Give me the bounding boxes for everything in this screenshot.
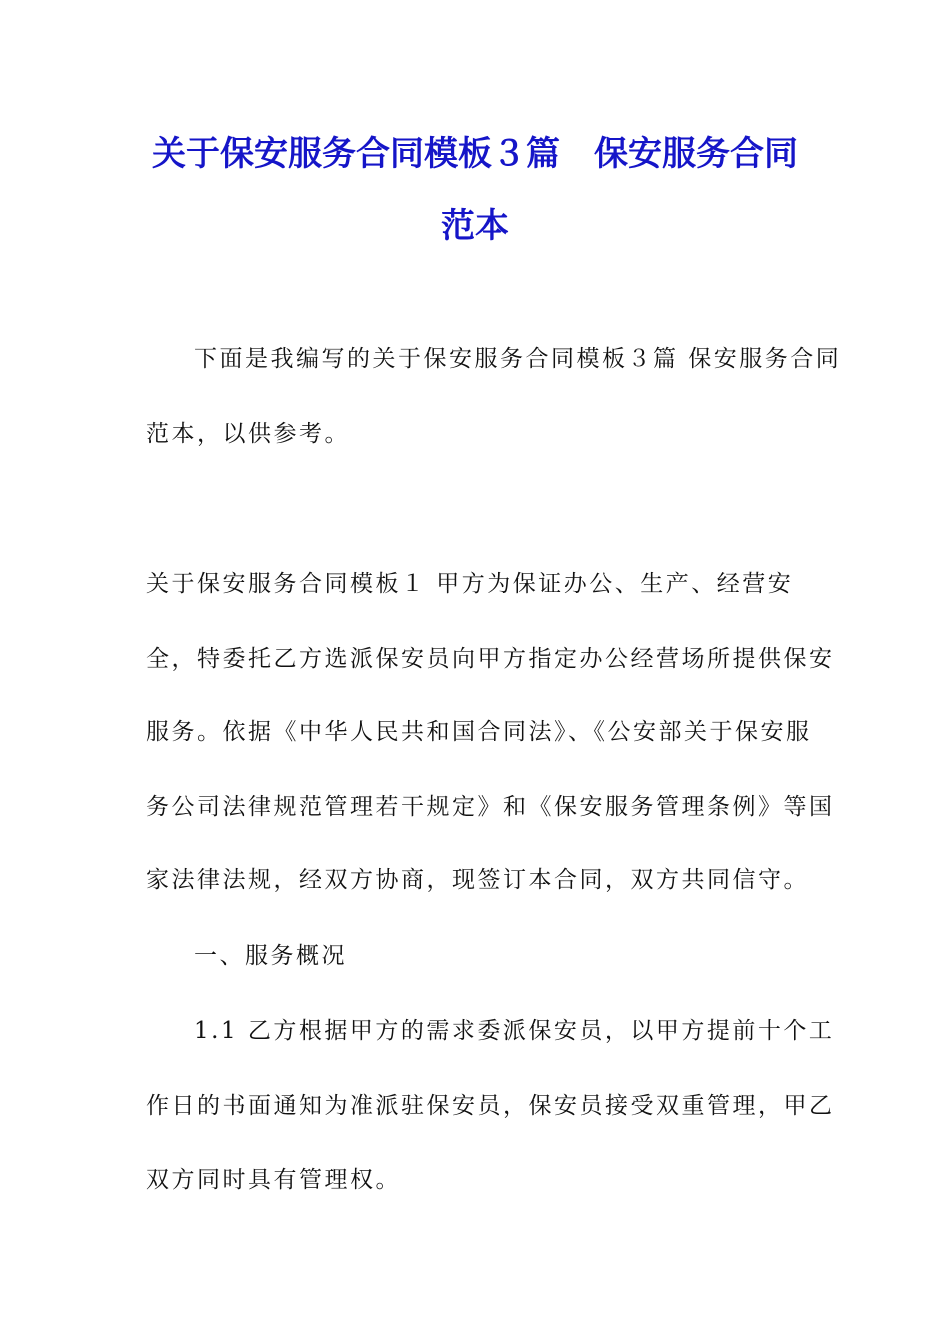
- document-title-line-2: 范本: [441, 206, 509, 246]
- paragraph-1-line-4: 务公司法律规范管理若干规定》和《保安服务管理条例》等国: [146, 794, 835, 820]
- paragraph-1-line-3: 服务。依据《中华人民共和国合同法》、《公安部关于保安服: [146, 719, 812, 745]
- clause-1-1-line-3: 双方同时具有管理权。: [146, 1167, 401, 1193]
- paragraph-1-line-5: 家法律法规，经双方协商，现签订本合同，双方共同信守。: [146, 867, 809, 893]
- paragraph-1-line-2: 全，特委托乙方选派保安员向甲方指定办公经营场所提供保安: [146, 646, 835, 672]
- document-title-line-1: 关于保安服务合同模板３篇 保安服务合同: [152, 134, 798, 174]
- intro-line-1: 下面是我编写的关于保安服务合同模板３篇 保安服务合同: [194, 346, 842, 372]
- intro-line-2: 范本，以供参考。: [146, 421, 350, 447]
- clause-1-1-line-1: 1.1 乙方根据甲方的需求委派保安员，以甲方提前十个工: [194, 1018, 835, 1044]
- section-1-heading: 一、服务概况: [194, 943, 347, 969]
- clause-1-1-line-2: 作日的书面通知为准派驻保安员，保安员接受双重管理，甲乙: [146, 1093, 835, 1119]
- paragraph-1-line-1: 关于保安服务合同模板１ 甲方为保证办公、生产、经营安: [146, 571, 794, 597]
